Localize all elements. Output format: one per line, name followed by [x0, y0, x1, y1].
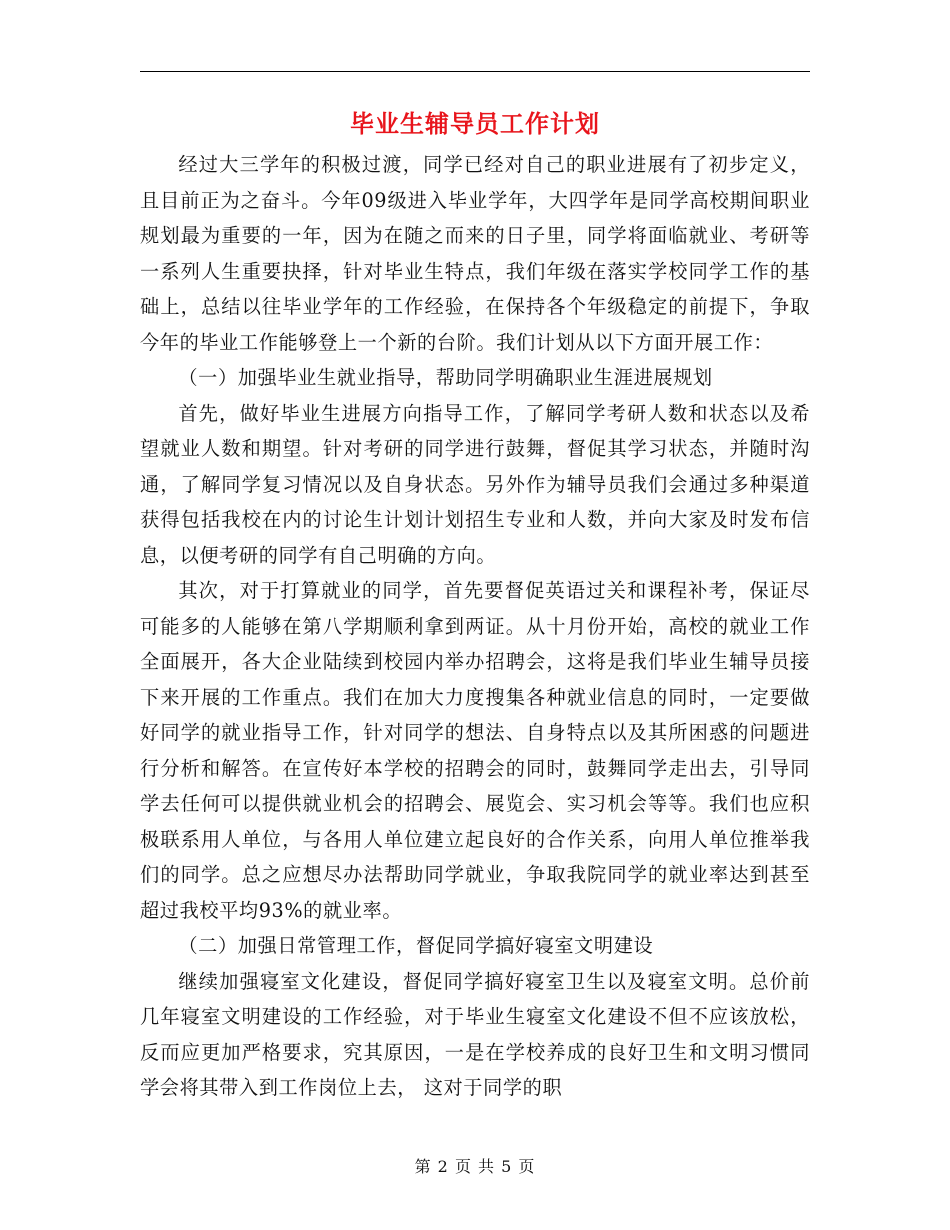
paragraph-second: 其次，对于打算就业的同学，首先要督促英语过关和课程补考，保证尽可能多的人能够在第八学期顺利拿到两证。从十月份开始，高校的就业工作全面展开，各大企业陆续到校园内举办招聘会，这将是我们毕业生辅导员接下来开展的工作重点。我们在加大力度搜集各种就业信息的同时，一定要做好同学的就业指导工作，针对同学的想法、自身特点以及其所困惑的问题进行分析和解答。在宣传好本学校的招聘会的同时，鼓舞同学走出去，引导同学去任何可以提供就业机会的招聘会、展览会、实习机会等等。我们也应积极联系用人单位，与各用人单位建立起良好的合作关系，向用人单位推举我们的同学。总之应想尽办法帮助同学就业，争取我院同学的就业率达到甚至超过我校平均93%的就业率。	[140, 579, 810, 922]
header-rule	[140, 71, 810, 72]
page-footer: 第 2 页 共 5 页	[414, 1157, 536, 1176]
section-heading-1: （一）加强毕业生就业指导，帮助同学明确职业生涯进展规划	[178, 366, 713, 389]
paragraph-intro: 经过大三学年的积极过渡，同学已经对自己的职业进展有了初步定义，且目前正为之奋斗。今年09级进入毕业学年，大四学年是同学高校期间职业规划最为重要的一年，因为在随之而来的日子里，同学将面临就业、考研等一系列人生重要抉择，针对毕业生特点，我们年级在落实学校同学工作的基础上，总结以往毕业学年的工作经验，在保持各个年级稳定的前提下，争取今年的毕业工作能够登上一个新的台阶。我们计划从以下方面开展工作：	[140, 153, 810, 354]
section-heading-2: （二）加强日常管理工作，督促同学搞好寝室文明建设	[178, 934, 654, 957]
paragraph-first: 首先，做好毕业生进展方向指导工作，了解同学考研人数和状态以及希望就业人数和期望。针对考研的同学进行鼓舞，督促其学习状态，并随时沟通，了解同学复习情况以及自身状态。另外作为辅导员我们会通过多种渠道获得包括我校在内的讨论生计划计划招生专业和人数，并向大家及时发布信息，以便考研的同学有自己明确的方向。	[140, 401, 810, 567]
document-body	[140, 147, 810, 1106]
paragraph-dorm: 继续加强寝室文化建设，督促同学搞好寝室卫生以及寝室文明。总价前几年寝室文明建设的工作经验，对于毕业生寝室文化建设不但不应该放松，反而应更加严格要求，究其原因，一是在学校养成的良好卫生和文明习惯同学会将其带入到工作岗位上去， 这对于同学的职	[140, 969, 810, 1099]
document-title: 毕业生辅导员工作计划	[350, 109, 600, 138]
